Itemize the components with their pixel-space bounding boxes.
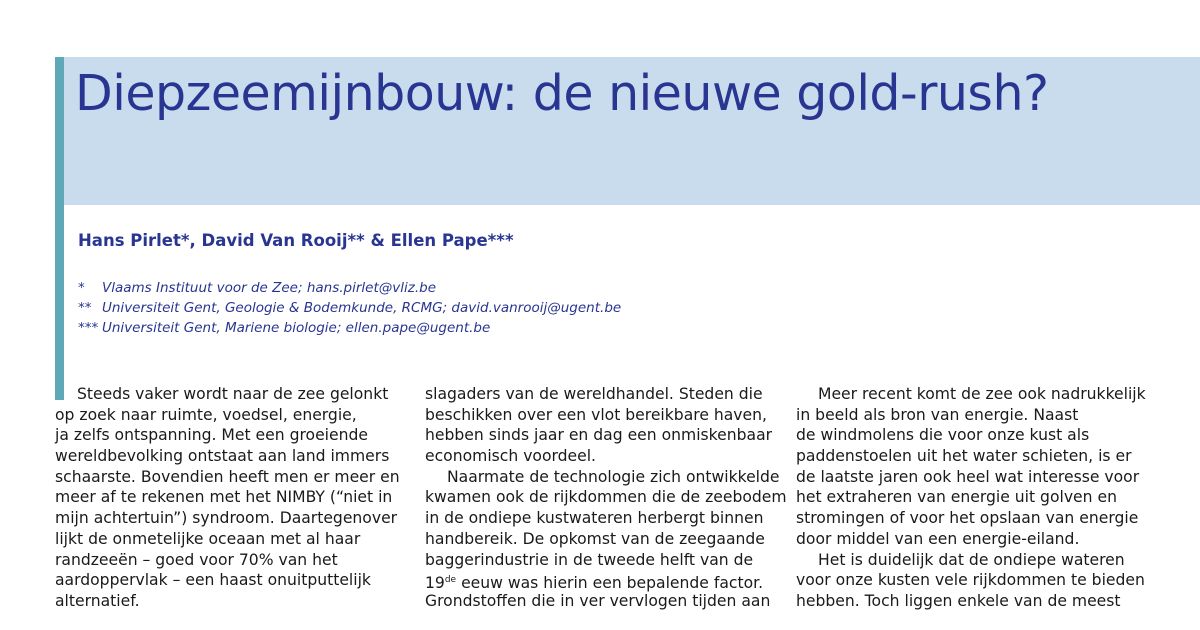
- affiliation-item: [78, 278, 621, 298]
- accent-bar: [55, 57, 64, 400]
- text-line: op zoek naar ruimte, voedsel, energie,: [55, 405, 357, 424]
- text-line: Naarmate de technologie zich ontwikkelde: [447, 467, 780, 486]
- text-line: wereldbevolking ontstaat aan land immers: [55, 447, 390, 466]
- text-column-2: [425, 384, 787, 612]
- author-list: Hans Pirlet*, David Van Rooij** & Ellen Pape***: [78, 231, 514, 250]
- text-line: beschikken over een vlot bereikbare haven,: [425, 405, 767, 424]
- text-line: paddenstoelen uit het water schieten, is er: [796, 447, 1132, 466]
- article-title: Diepzeemijnbouw: de nieuwe gold-rush?: [75, 65, 1049, 122]
- text-column-3: [796, 384, 1146, 612]
- text-line: kwamen ook de rijkdommen die de zeebodem: [425, 488, 787, 507]
- century-number: 19: [425, 574, 445, 593]
- text-column-1: [55, 384, 400, 612]
- text-line: handbereik. De opkomst van de zeegaande: [425, 529, 765, 548]
- text-line: aardoppervlak – een haast onuitputtelijk: [55, 571, 371, 590]
- text-line: randzeeën – goed voor 70% van het: [55, 550, 338, 569]
- affiliation-item: [78, 298, 621, 318]
- affiliation-text: Universiteit Gent, Geologie & Bodemkunde, RCMG; david.vanrooij@ugent.be: [102, 300, 622, 316]
- text-line: mijn achtertuin”) syndroom. Daartegenover: [55, 509, 398, 528]
- text-line: voor onze kusten vele rijkdommen te bieden: [796, 571, 1145, 590]
- text-line-rest: eeuw was hierin een bepalende factor.: [461, 574, 764, 593]
- text-line: Grondstoffen die in ver vervlogen tijden aan: [425, 591, 771, 610]
- text-line: door middel van een energie-eiland.: [796, 529, 1080, 548]
- text-line: stromingen of voor het opslaan van energie: [796, 509, 1139, 528]
- text-line: lijkt de onmetelijke oceaan met al haar: [55, 529, 361, 548]
- text-line: alternatief.: [55, 591, 140, 610]
- text-line: de windmolens die voor onze kust als: [796, 426, 1090, 445]
- text-line: in de ondiepe kustwateren herbergt binnen: [425, 509, 764, 528]
- text-line: economisch voordeel.: [425, 447, 597, 466]
- affiliation-mark: *: [78, 280, 85, 296]
- text-line: de laatste jaren ook heel wat interesse voor: [796, 467, 1140, 486]
- affiliation-mark: **: [78, 300, 92, 316]
- text-line: Steeds vaker wordt naar de zee gelonkt: [77, 385, 389, 403]
- text-line: hebben. Toch liggen enkele van de meest: [796, 591, 1121, 610]
- affiliation-item: [78, 318, 621, 338]
- text-line: hebben sinds jaar en dag een onmiskenbaar: [425, 426, 773, 445]
- text-line: Het is duidelijk dat de ondiepe wateren: [818, 550, 1125, 569]
- text-line: slagaders van de wereldhandel. Steden die: [425, 385, 763, 403]
- text-line: Meer recent komt de zee ook nadrukkelijk: [818, 385, 1146, 403]
- superscript: de: [444, 575, 457, 586]
- text-line: ja zelfs ontspanning. Met een groeiende: [55, 426, 368, 445]
- text-line: het extraheren van energie uit golven en: [796, 488, 1117, 507]
- text-line: [425, 570, 770, 591]
- affiliation-text: Vlaams Instituut voor de Zee; hans.pirlet@vliz.be: [102, 280, 436, 296]
- text-line: meer af te rekenen met het NIMBY (“niet in: [55, 488, 393, 507]
- text-line: in beeld als bron van energie. Naast: [796, 405, 1079, 424]
- affiliation-mark: ***: [78, 320, 99, 336]
- text-line: baggerindustrie in de tweede helft van de: [425, 550, 754, 569]
- affiliation-text: Universiteit Gent, Mariene biologie; ellen.pape@ugent.be: [102, 320, 491, 336]
- affiliation-list: [78, 278, 621, 338]
- text-line: schaarste. Bovendien heeft men er meer en: [55, 467, 400, 486]
